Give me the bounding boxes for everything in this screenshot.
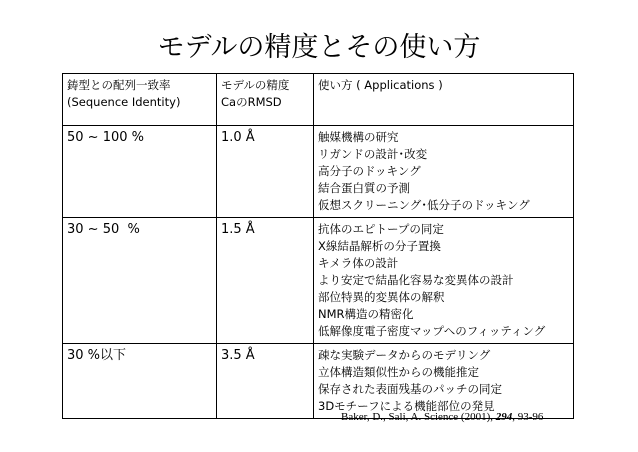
rmsd-cell: 3.5 Å xyxy=(217,344,314,419)
table-header-row xyxy=(63,74,574,126)
citation xyxy=(341,411,543,423)
application-item: NMR構造の精密化 xyxy=(318,307,414,321)
accuracy-table xyxy=(62,73,574,419)
application-item: 触媒機構の研究 xyxy=(318,130,399,144)
application-item: より安定で結晶化容易な変異体の設計 xyxy=(318,273,514,287)
header-model-accuracy xyxy=(217,74,314,126)
header-sequence-identity xyxy=(63,74,217,126)
header-accuracy-rmsd: CaのRMSD xyxy=(221,95,282,109)
header-identity-en: (Sequence Identity) xyxy=(67,95,181,109)
header-applications xyxy=(314,74,574,126)
application-item: X線結晶解析の分子置換 xyxy=(318,239,441,253)
application-item: 疎な実験データからのモデリング xyxy=(318,348,491,362)
application-item: 立体構造類似性からの機能推定 xyxy=(318,365,479,379)
slide-title: モデルの精度とその使い方 xyxy=(157,32,481,63)
application-item: 高分子のドッキング xyxy=(318,164,421,178)
citation-volume: 294 xyxy=(495,411,513,423)
applications-cell xyxy=(314,218,574,344)
citation-pages: , 93-96 xyxy=(512,411,544,423)
application-item: 部位特異的変異体の解釈 xyxy=(318,290,445,304)
application-item: 仮想スクリーニング･低分子のドッキング xyxy=(318,198,530,212)
applications-cell xyxy=(314,344,574,419)
identity-cell: 30 ~ 50 % xyxy=(63,218,217,344)
header-accuracy-jp: モデルの精度 xyxy=(221,78,290,92)
application-item: 抗体のエピトープの同定 xyxy=(318,222,444,236)
application-item: リガンドの設計･改変 xyxy=(318,147,428,161)
identity-cell: 50 ~ 100 % xyxy=(63,126,217,218)
table-row xyxy=(63,218,574,344)
application-item: 3Dモチーフによる機能部位の発見 xyxy=(318,399,495,413)
application-item: 保存された表面残基のパッチの同定 xyxy=(318,382,502,396)
applications-cell xyxy=(314,126,574,218)
application-item: キメラ体の設計 xyxy=(318,256,399,270)
application-item: 結合蛋白質の予測 xyxy=(318,181,410,195)
identity-cell: 30 %以下 xyxy=(63,344,217,419)
table-row xyxy=(63,126,574,218)
header-identity-jp: 鋳型との配列一致率 xyxy=(67,78,171,92)
rmsd-cell: 1.5 Å xyxy=(217,218,314,344)
header-applications-label: 使い方 ( Applications ) xyxy=(318,78,443,92)
citation-authors: Baker, D., Sali, A. Science (2001), xyxy=(341,411,493,423)
table-row xyxy=(63,344,574,419)
application-item: 低解像度電子密度マップへのフィッティング xyxy=(318,324,546,338)
rmsd-cell: 1.0 Å xyxy=(217,126,314,218)
